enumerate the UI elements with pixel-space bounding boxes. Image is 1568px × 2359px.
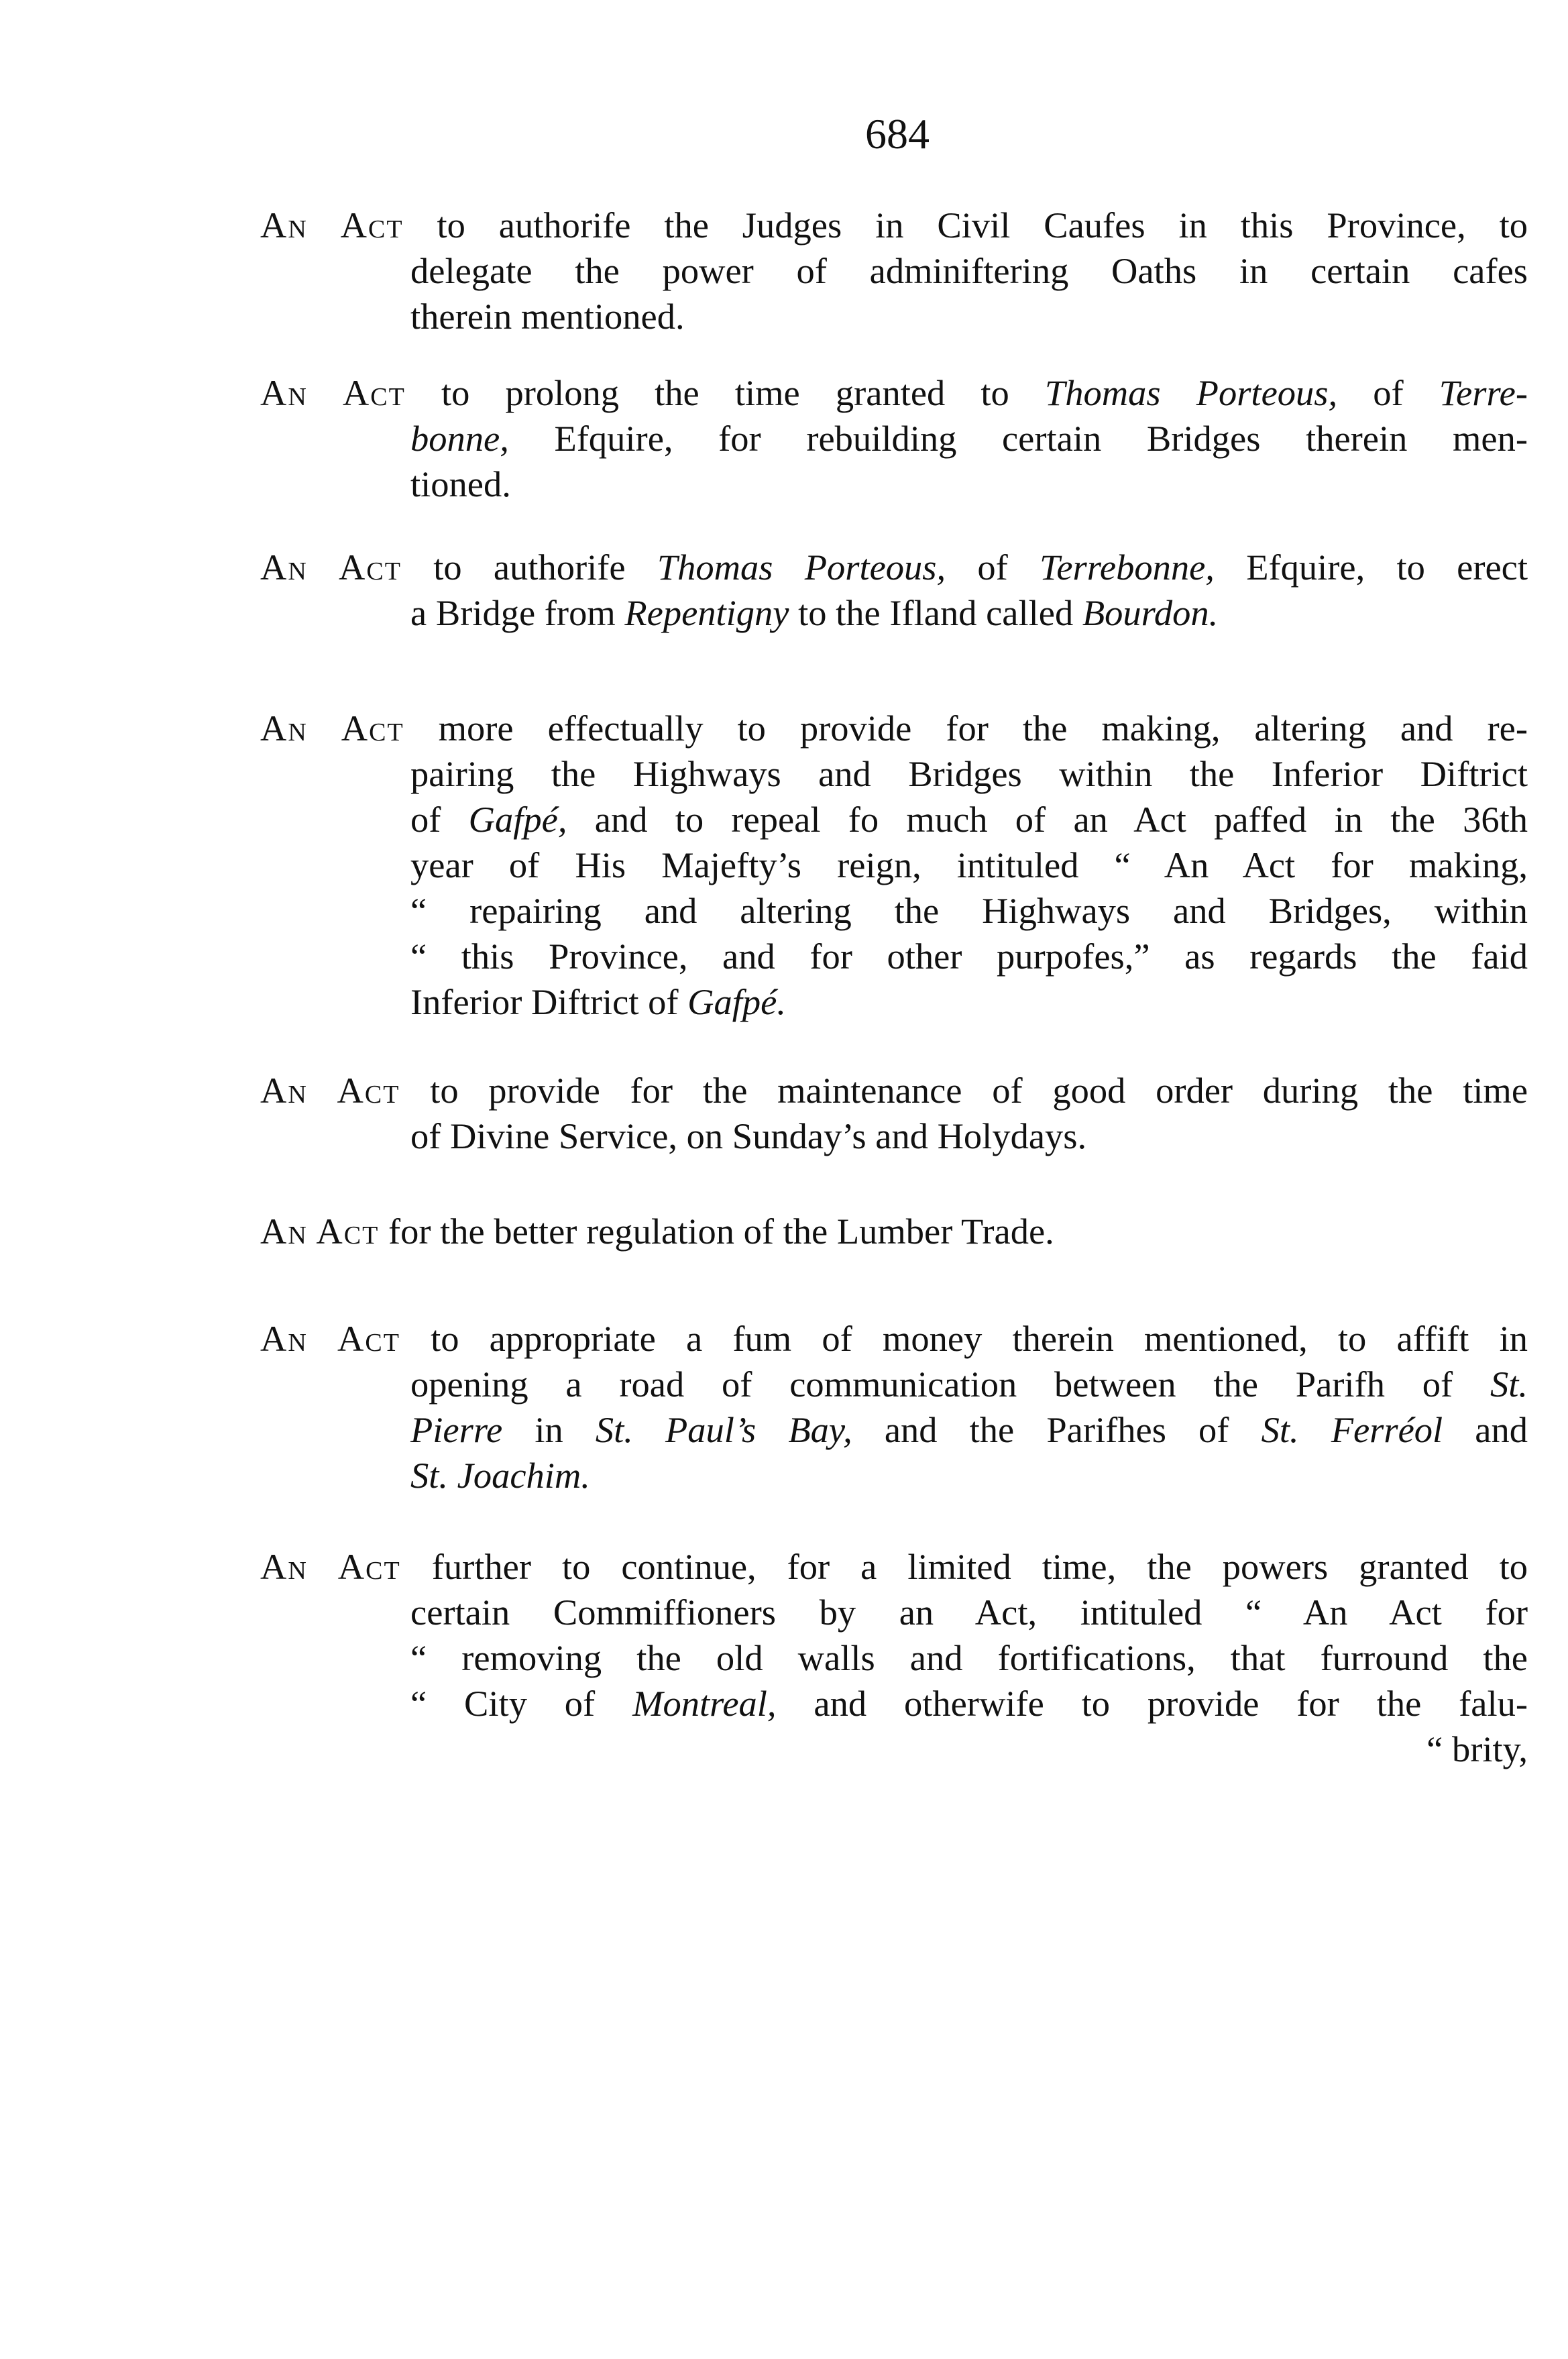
act-text: Inferior Diftrict of	[410, 981, 688, 1022]
act-line	[260, 248, 1528, 294]
act-line	[260, 706, 1528, 751]
act-line	[260, 545, 1528, 590]
act-text: of	[410, 799, 469, 840]
act-text: tioned.	[410, 463, 511, 504]
act-lead: An Act	[260, 1211, 380, 1252]
act-text: of	[1337, 372, 1439, 413]
act-entry	[260, 706, 1528, 1025]
act-text: and	[1443, 1409, 1528, 1450]
act-text: pairing the Highways and Bridges within the Inferior Diftrict	[410, 753, 1528, 794]
act-line	[260, 1068, 1528, 1113]
act-text: and otherwife to provide for the falu-	[776, 1683, 1528, 1724]
act-text: in	[502, 1409, 596, 1450]
act-lead: An Act	[260, 372, 406, 413]
act-line	[260, 1362, 1528, 1407]
act-text: “ this Province, and for other purpofes,” as regards the faid	[410, 936, 1528, 977]
act-text: to authorife the Judges in Civil Caufes in this Province, to	[403, 205, 1528, 245]
act-text: for the better regulation of the Lumber Trade.	[379, 1211, 1054, 1252]
act-italic-text: Terrebonne,	[1040, 547, 1215, 588]
act-text: to authorife	[401, 547, 657, 588]
act-line	[260, 203, 1528, 248]
act-italic-text: Montreal,	[632, 1683, 777, 1724]
act-line	[260, 1113, 1528, 1159]
act-text: a Bridge from	[410, 592, 625, 633]
act-text: certain Commiffioners by an Act, intituled “ An Act for	[410, 1592, 1528, 1633]
act-line	[260, 934, 1528, 979]
act-entry	[260, 1209, 1528, 1254]
act-text: to provide for the maintenance of good order during the time	[400, 1070, 1528, 1111]
act-line	[260, 979, 1528, 1025]
act-entry	[260, 370, 1528, 507]
act-text: and to repeal fo much of an Act paffed in the 36th	[567, 799, 1528, 840]
act-line	[260, 842, 1528, 888]
act-line	[260, 1544, 1528, 1590]
act-italic-text: St.	[1490, 1364, 1528, 1405]
act-italic-text: Thomas Porteous,	[1044, 372, 1338, 413]
act-entry	[260, 203, 1528, 339]
page-number: 684	[865, 110, 930, 158]
act-italic-text: St. Ferréol	[1261, 1409, 1443, 1450]
act-italic-text: St. Paul’s Bay,	[595, 1409, 852, 1450]
act-line	[260, 888, 1528, 934]
act-text: of	[946, 547, 1040, 588]
act-lead: An Act	[260, 205, 404, 245]
act-text: to the Ifland called	[789, 592, 1082, 633]
act-lead: An Act	[260, 708, 404, 749]
act-text: year of His Majefty’s reign, intituled “ An Act for making,	[410, 844, 1528, 885]
act-entry	[260, 1316, 1528, 1498]
act-line	[260, 1407, 1528, 1453]
act-lead: An Act	[260, 1318, 400, 1359]
act-text: opening a road of communication between the Parifh of	[410, 1364, 1490, 1405]
act-line	[260, 461, 1528, 507]
act-line	[260, 1635, 1528, 1681]
act-text: further to continue, for a limited time, the powers granted to	[400, 1546, 1528, 1587]
act-italic-text: Bourdon.	[1082, 592, 1219, 633]
act-italic-text: Terre-	[1439, 372, 1528, 413]
act-line	[260, 1681, 1528, 1726]
act-line	[260, 1316, 1528, 1362]
act-lead: An Act	[260, 1546, 401, 1587]
act-text: “ repairing and altering the Highways and Bridges, within	[410, 890, 1528, 931]
act-line	[260, 590, 1528, 636]
act-line	[260, 1209, 1528, 1254]
act-line	[260, 751, 1528, 797]
act-line	[260, 1453, 1528, 1498]
act-text: to prolong the time granted to	[405, 372, 1045, 413]
act-text: to appropriate a fum of money therein mentioned, to affift in	[400, 1318, 1528, 1359]
act-italic-text: Pierre	[410, 1409, 503, 1450]
act-italic-text: Gafpé.	[687, 981, 786, 1022]
act-italic-text: Repentigny	[624, 592, 789, 633]
act-text: “ brity,	[1426, 1729, 1528, 1769]
act-entry	[260, 1068, 1528, 1159]
act-text: “ City of	[410, 1683, 633, 1724]
act-italic-text: Thomas Porteous,	[657, 547, 946, 588]
act-text: Efquire, to erect	[1214, 547, 1528, 588]
act-italic-text: Gafpé,	[468, 799, 567, 840]
act-text: “ removing the old walls and fortifications, that furround the	[410, 1637, 1528, 1678]
act-italic-text: St. Joachim.	[410, 1455, 590, 1496]
act-line	[260, 1590, 1528, 1635]
act-italic-text: bonne,	[410, 418, 509, 459]
act-text: more effectually to provide for the making, altering and re-	[404, 708, 1528, 749]
act-text: and the Parifhes of	[852, 1409, 1262, 1450]
act-line	[260, 294, 1528, 339]
act-text: delegate the power of adminiftering Oaths in certain cafes	[410, 250, 1528, 291]
act-line	[260, 370, 1528, 416]
act-text: of Divine Service, on Sunday’s and Holydays.	[410, 1115, 1087, 1156]
act-text: Efquire, for rebuilding certain Bridges therein men-	[508, 418, 1528, 459]
act-entry	[260, 545, 1528, 636]
act-line	[260, 797, 1528, 842]
act-line	[260, 416, 1528, 461]
act-line	[260, 1726, 1528, 1772]
act-text: therein mentioned.	[410, 296, 685, 337]
act-lead: An Act	[260, 1070, 400, 1111]
act-lead: An Act	[260, 547, 402, 588]
act-entry	[260, 1544, 1528, 1772]
